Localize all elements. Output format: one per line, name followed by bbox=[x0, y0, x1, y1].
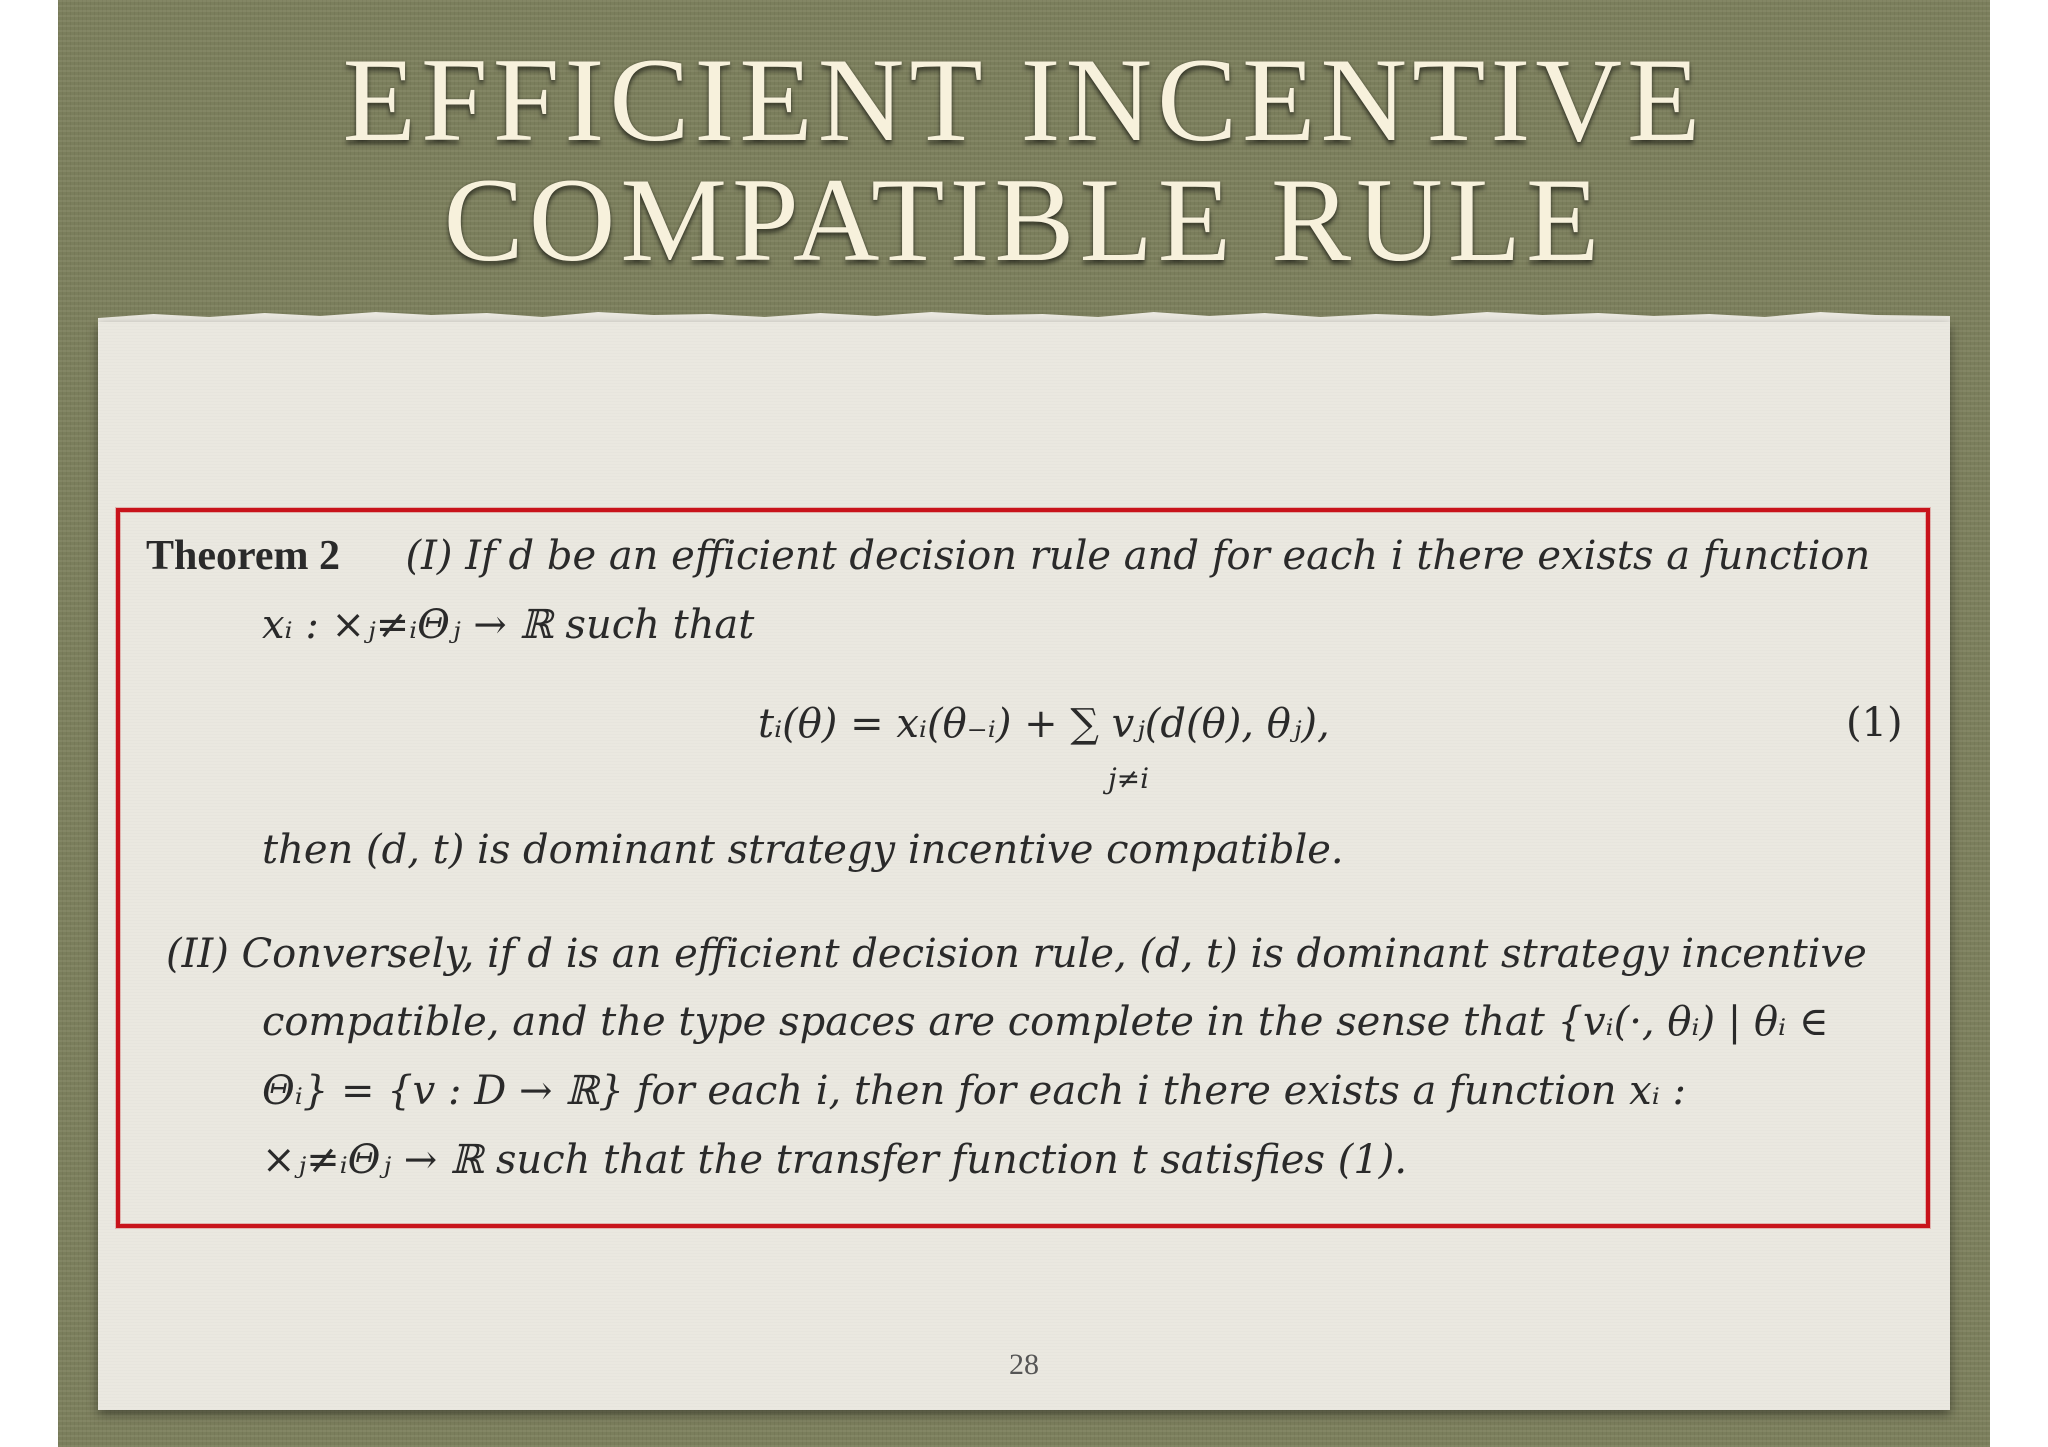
slide-title-line-1: EFFICIENT INCENTIVE bbox=[342, 33, 1706, 166]
page-number: 28 bbox=[1009, 1348, 1039, 1381]
theorem-part2-line1: (II) Conversely, if d is an efficient decision rule, (d, t) is dominant strategy incentive bbox=[166, 931, 1867, 977]
slide-title bbox=[58, 33, 1990, 286]
theorem-equation: tᵢ(θ) = xᵢ(θ₋ᵢ) + ∑ vⱼ(d(θ), θⱼ), bbox=[758, 701, 1330, 747]
theorem-part2-line2: compatible, and the type spaces are complete in the sense that {vᵢ(·, θᵢ) | θᵢ ∈ bbox=[262, 999, 1829, 1045]
equation-sum-subscript: j≠i bbox=[1108, 762, 1150, 795]
theorem-part1-line1: (I) If d be an efficient decision rule and for each i there exists a function bbox=[405, 533, 1871, 579]
theorem-part1-line2: xᵢ : ×ⱼ≠ᵢΘⱼ → ℝ such that bbox=[262, 602, 755, 648]
theorem-part2-line3: Θᵢ} = {v : D → ℝ} for each i, then for each i there exists a function xᵢ : bbox=[262, 1068, 1686, 1114]
theorem-part1-line3: then (d, t) is dominant strategy incentive compatible. bbox=[262, 827, 1344, 873]
theorem-part2-line4: ×ⱼ≠ᵢΘⱼ → ℝ such that the transfer function t satisfies (1). bbox=[262, 1137, 1408, 1183]
equation-number: (1) bbox=[1846, 700, 1903, 746]
theorem-first-line bbox=[146, 532, 1870, 580]
theorem-label: Theorem 2 bbox=[146, 533, 341, 579]
slide-title-line-2: COMPATIBLE RULE bbox=[443, 153, 1605, 286]
